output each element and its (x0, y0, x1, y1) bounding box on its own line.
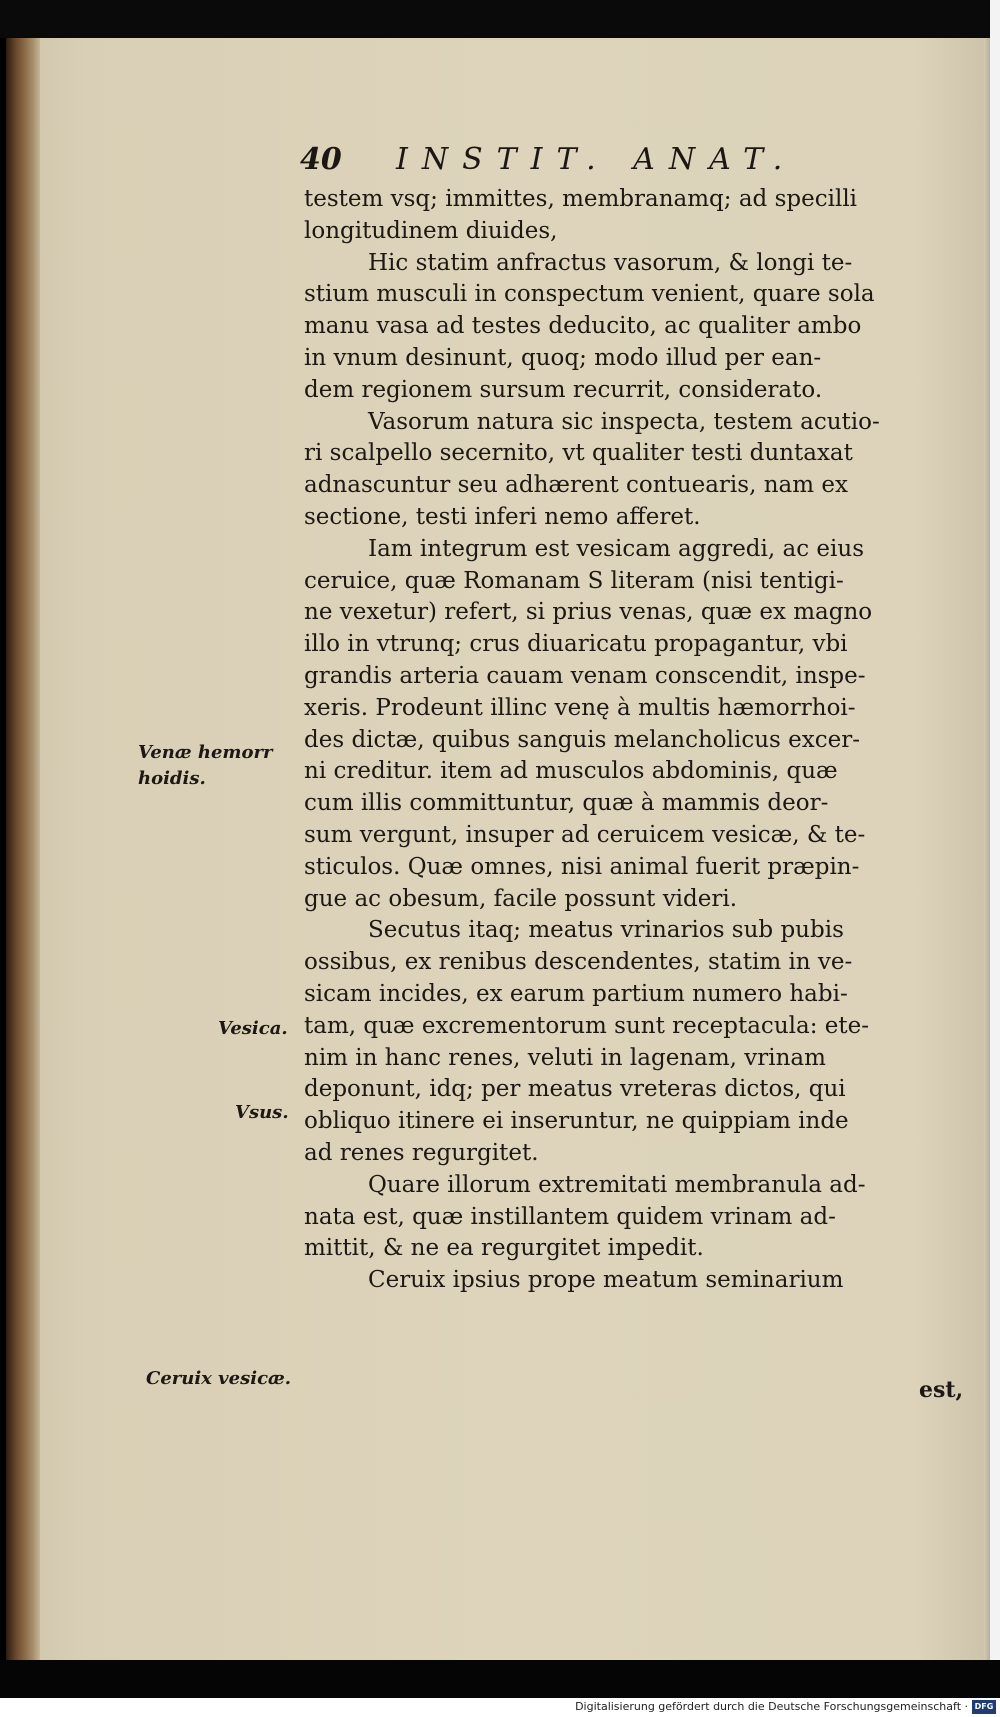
margin-note-ceruix-vesicae (146, 1366, 291, 1392)
text-line: stium musculi in conspectum venient, quare sola (304, 281, 875, 308)
text-line: gue ac obesum, facile possunt videri. (304, 885, 738, 912)
page-header (300, 142, 960, 182)
text-line: xeris. Prodeunt illinc venę à multis hæmorrhoi- (304, 694, 856, 721)
text-line: ad renes regurgitet. (304, 1139, 539, 1166)
text-line: nata est, quæ instillantem quidem vrinam ad- (304, 1203, 836, 1230)
text-line: Ceruix ipsius prope meatum seminarium (368, 1267, 844, 1294)
text-line: Secutus itaq; meatus vrinarios sub pubis (368, 917, 844, 944)
margin-note-line: Vesica. (218, 1018, 288, 1039)
text-line: Quare illorum extremitati membranula ad- (368, 1171, 866, 1198)
page-number: 40 (300, 142, 342, 177)
book-spine (6, 38, 40, 1660)
text-line: ossibus, ex renibus descendentes, statim in ve- (304, 949, 853, 976)
catchword: est, (919, 1377, 964, 1403)
text-line: in vnum desinunt, quoq; modo illud per ean- (304, 344, 822, 371)
text-line: ceruice, quæ Romanam S literam (nisi tentigi- (304, 567, 844, 594)
text-line: illo in vtrunq; crus diuaricatu propagantur, vbi (304, 631, 848, 658)
text-line: sicam incides, ex earum partium numero habi- (304, 980, 848, 1007)
text-line: Hic statim anfractus vasorum, & longi te- (368, 249, 853, 276)
footer-bar (0, 1698, 1000, 1717)
margin-note-hemorrhoidis (138, 740, 272, 792)
text-line: adnascuntur seu adhærent contuearis, nam ex (304, 472, 848, 499)
text-line: Iam integrum est vesicam aggredi, ac eius (368, 535, 864, 562)
dfg-logo-icon: DFG (972, 1700, 996, 1714)
text-line: sum vergunt, insuper ad ceruicem vesicæ, & te- (304, 821, 866, 848)
text-line: sectione, testi inferi nemo afferet. (304, 503, 701, 530)
text-line: sticulos. Quæ omnes, nisi animal fuerit præpin- (304, 853, 860, 880)
body-text (304, 184, 954, 1297)
footer-credit: Digitalisierung gefördert durch die Deutsche Forschungsgemeinschaft · (575, 1700, 968, 1713)
text-line: ri scalpello secernito, vt qualiter testi duntaxat (304, 440, 853, 467)
margin-note-vesica (218, 1016, 288, 1042)
text-line: nim in hanc renes, veluti in lagenam, vrinam (304, 1044, 826, 1071)
text-line: cum illis committuntur, quæ à mammis deor- (304, 790, 829, 817)
scan-border-right (990, 0, 1000, 1717)
text-line: obliquo itinere ei inseruntur, ne quippiam inde (304, 1108, 849, 1135)
text-line: ni creditur. item ad musculos abdominis, quæ (304, 758, 838, 785)
text-line: Vasorum natura sic inspecta, testem acutio- (368, 408, 880, 435)
text-line: ne vexetur) refert, si prius venas, quæ ex magno (304, 599, 873, 626)
text-line: longitudinem diuides, (304, 217, 558, 244)
margin-note-line: Vsus. (235, 1102, 289, 1123)
margin-note-line: hoidis. (138, 768, 206, 789)
margin-note-line: Ceruix vesicæ. (146, 1368, 292, 1389)
scan-border-top (0, 0, 1000, 38)
margin-note-line: Venæ hemorr (138, 742, 273, 763)
text-line: deponunt, idq; per meatus vreteras dictos, qui (304, 1076, 846, 1103)
margin-note-vsus (235, 1100, 289, 1126)
text-line: dem regionem sursum recurrit, considerato. (304, 376, 823, 403)
text-line: manu vasa ad testes deducito, ac qualiter ambo (304, 313, 862, 340)
text-line: testem vsq; immittes, membranamq; ad specilli (304, 186, 858, 212)
text-line: grandis arteria cauam venam conscendit, inspe- (304, 662, 866, 689)
text-line: mittit, & ne ea regurgitet impedit. (304, 1235, 704, 1262)
running-title: INSTIT. ANAT. (396, 142, 797, 177)
scan-border-bottom (0, 1660, 1000, 1698)
text-line: tam, quæ excrementorum sunt receptacula: ete- (304, 1012, 869, 1039)
text-line: des dictæ, quibus sanguis melancholicus excer- (304, 726, 860, 753)
